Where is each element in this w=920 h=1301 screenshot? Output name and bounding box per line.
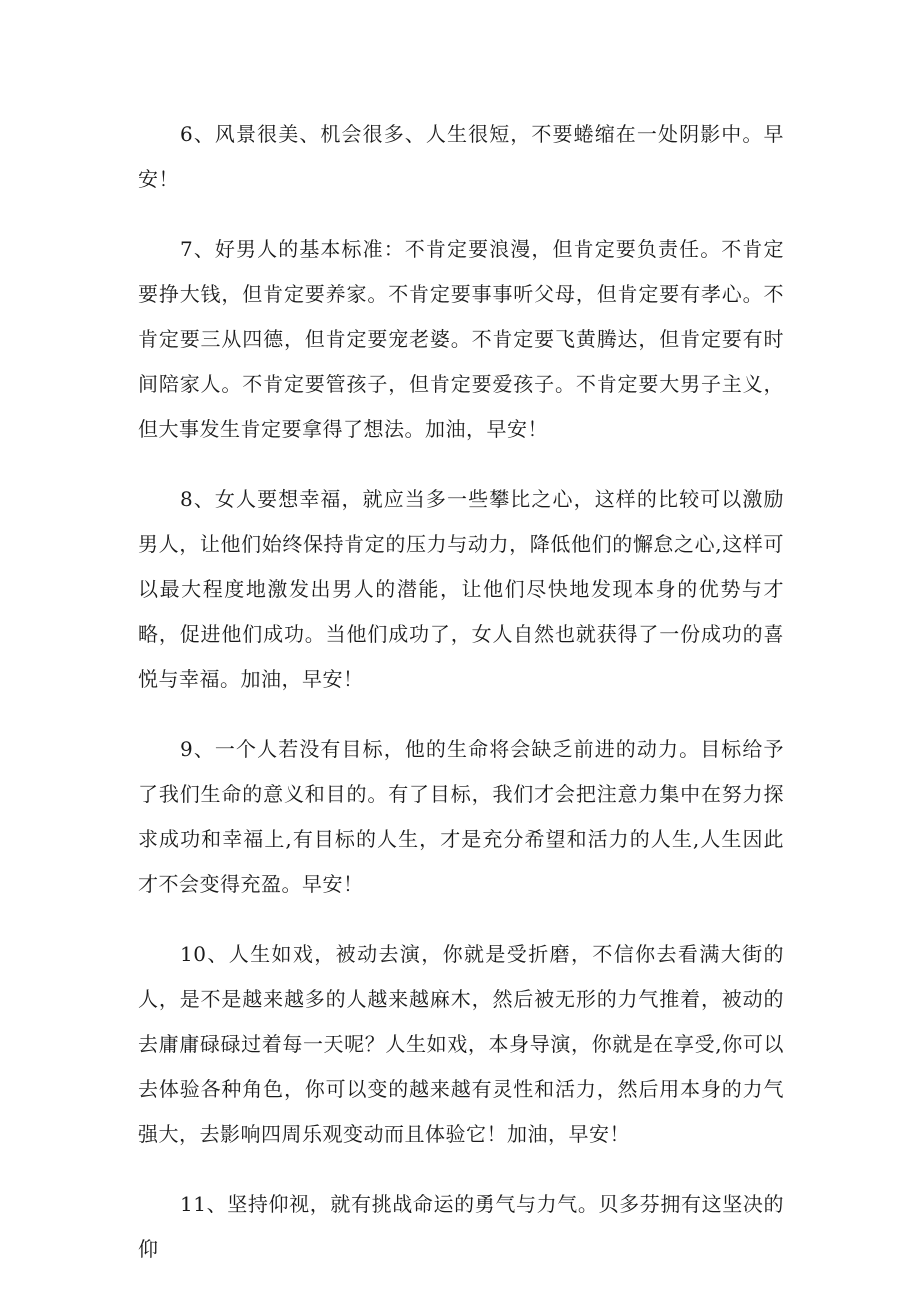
paragraph-6: 6、风景很美、机会很多、人生很短，不要蜷缩在一处阴影中。早安！ <box>138 122 784 191</box>
paragraph-11: 11、坚持仰视，就有挑战命运的勇气与力气。贝多芬拥有这坚决的仰 <box>138 1192 784 1261</box>
paragraph-7: 7、好男人的基本标准：不肯定要浪漫，但肯定要负责任。不肯定要挣大钱，但肯定要养家。不肯定要事事听父母，但肯定要有孝心。不肯定要三从四德，但肯定要宠老婆。不肯定要飞黄腾达，但肯定要有时间陪家人。不肯定要管孩子，但肯定要爱孩子。不肯定要大男子主义，但大事发生肯定要拿得了想法。加油，早安！ <box>138 237 784 441</box>
document-body <box>138 112 784 1297</box>
paragraph-10: 10、人生如戏，被动去演，你就是受折磨，不信你去看满大街的人，是不是越来越多的人越来越麻木，然后被无形的力气推着，被动的去庸庸碌碌过着每一天呢？人生如戏，本身导演，你就是在享受,你可以去体验各种角色，你可以变的越来越有灵性和活力，然后用本身的力气强大，去影响四周乐观变动而且体验它！加油，早安！ <box>138 942 784 1146</box>
paragraph-8: 8、女人要想幸福，就应当多一些攀比之心，这样的比较可以激励男人，让他们始终保持肯定的压力与动力，降低他们的懈怠之心,这样可以最大程度地激发出男人的潜能，让他们尽快地发现本身的优势与才略，促进他们成功。当他们成功了，女人自然也就获得了一份成功的喜悦与幸福。加油，早安！ <box>138 487 784 691</box>
paragraph-9: 9、一个人若没有目标，他的生命将会缺乏前进的动力。目标给予了我们生命的意义和目的。有了目标，我们才会把注意力集中在努力探求成功和幸福上,有目标的人生，才是充分希望和活力的人生,人生因此才不会变得充盈。早安！ <box>138 737 784 896</box>
